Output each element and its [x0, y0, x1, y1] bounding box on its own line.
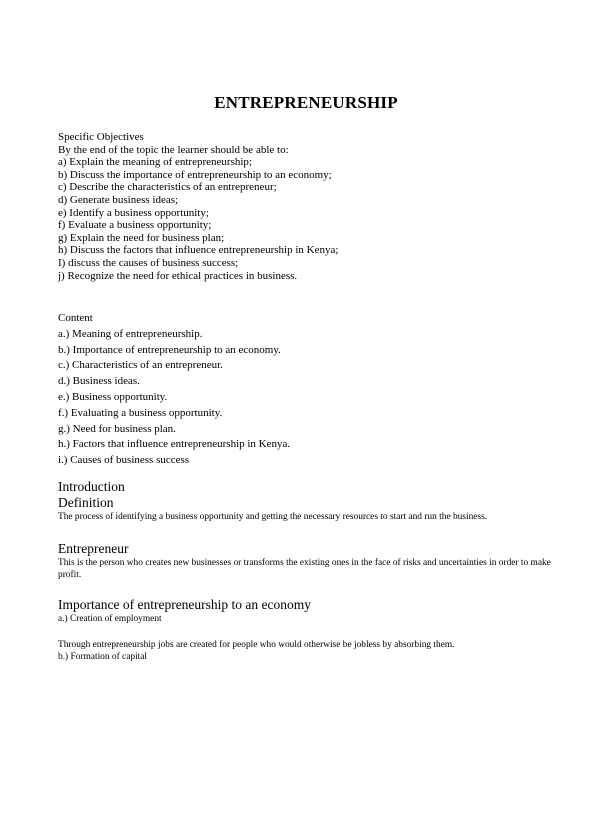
objective-item: g) Explain the need for business plan;	[58, 231, 225, 244]
importance-paragraph: Through entrepreneurship jobs are created for people who would otherwise be jobless by absorbing them.	[58, 640, 455, 650]
entrepreneur-heading: Entrepreneur	[58, 541, 129, 556]
content-item: e.) Business opportunity.	[58, 390, 168, 403]
definition-heading: Definition	[58, 495, 114, 510]
definition-text: The process of identifying a business opportunity and getting the necessary resources to start and run the business.	[58, 512, 488, 522]
objective-item: b) Discuss the importance of entrepreneurship to an economy;	[58, 168, 332, 181]
importance-item-b: b.) Formation of capital	[58, 652, 148, 662]
objective-item: h) Discuss the factors that influence entrepreneurship in Kenya;	[58, 244, 339, 257]
content-heading: Content	[58, 312, 93, 324]
entrepreneur-text: This is the person who creates new businesses or transforms the existing ones in the face of risks and uncertainties in order to make profit.	[58, 558, 551, 580]
objective-item: a) Explain the meaning of entrepreneurship;	[58, 156, 252, 169]
content-item: f.) Evaluating a business opportunity.	[58, 406, 223, 419]
content-item: g.) Need for business plan.	[58, 422, 176, 435]
objectives-heading: Specific Objectives	[58, 131, 144, 143]
importance-heading: Importance of entrepreneurship to an economy	[58, 597, 312, 612]
objective-item: c) Describe the characteristics of an entrepreneur;	[58, 181, 277, 194]
objective-item: j) Recognize the need for ethical practices in business.	[58, 269, 298, 282]
objective-item: d) Generate business ideas;	[58, 193, 179, 206]
content-item: a.) Meaning of entrepreneurship.	[58, 327, 203, 340]
content-item: b.) Importance of entrepreneurship to an economy.	[58, 343, 281, 356]
objective-item: f) Evaluate a business opportunity;	[58, 219, 212, 232]
content-item: d.) Business ideas.	[58, 375, 140, 388]
content-item: i.) Causes of business success	[58, 454, 190, 467]
specific-objectives-section	[58, 131, 568, 282]
content-item: h.) Factors that influence entrepreneurship in Kenya.	[58, 438, 291, 451]
introduction-heading: Introduction	[58, 479, 125, 494]
objectives-intro: By the end of the topic the learner should be able to:	[58, 143, 289, 156]
objective-item: e) Identify a business opportunity;	[58, 206, 209, 219]
objective-item: I) discuss the causes of business success;	[58, 256, 239, 269]
page-title: ENTREPRENEURSHIP	[214, 93, 398, 112]
content-section	[58, 311, 568, 469]
content-item: c.) Characteristics of an entrepreneur.	[58, 359, 223, 372]
importance-item-a: a.) Creation of employment	[58, 614, 162, 624]
